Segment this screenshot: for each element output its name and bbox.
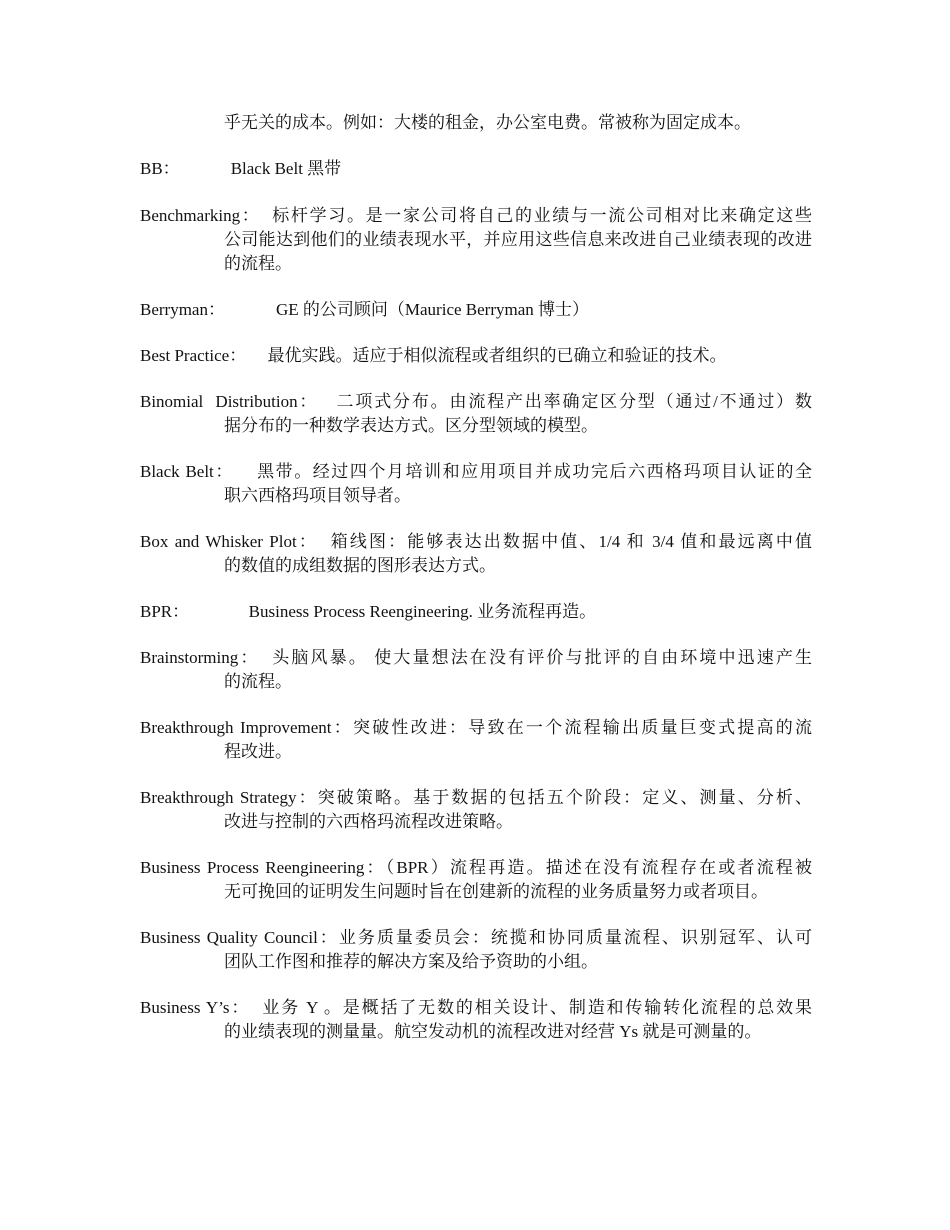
- entry-continuation: 职六西格玛项目领导者。: [224, 486, 411, 505]
- entry-continuation: 的数值的成组数据的图形表达方式。: [224, 556, 496, 575]
- glossary-entry-binomial-distribution: [140, 390, 812, 438]
- entry-definition: 标杆学习。是一家公司将自己的业绩与一流公司相对比来确定这些: [272, 206, 812, 225]
- entry-term: Brainstorming：: [140, 648, 260, 667]
- entry-continuation: 团队工作图和推荐的解决方案及给予资助的小组。: [224, 952, 598, 971]
- entry-definition: 头脑风暴。 使大量想法在没有评价与批评的自由环境中迅速产生: [272, 648, 813, 667]
- glossary-entry-bb: [140, 157, 812, 181]
- continuation-line: 乎无关的成本。例如：大楼的租金，办公室电费。常被称为固定成本。: [224, 113, 751, 132]
- entry-first-line: [140, 344, 812, 368]
- glossary-entry-benchmarking: [140, 204, 812, 276]
- entry-term: Black Belt：: [140, 462, 234, 481]
- entry-term: Breakthrough Improvement：: [140, 718, 353, 737]
- entry-term: Box and Whisker Plot：: [140, 532, 318, 551]
- glossary-entry-business-quality-council: [140, 926, 812, 974]
- entry-definition: Black Belt 黑带: [230, 159, 342, 178]
- entry-first-line: [140, 600, 812, 624]
- entry-term: Business Quality Council：: [140, 928, 339, 947]
- glossary-entry-breakthrough-strategy: [140, 786, 812, 834]
- entry-first-line: [140, 298, 812, 322]
- entry-term: BPR：: [140, 602, 190, 621]
- entry-definition: Business Process Reengineering. 业务流程再造。: [248, 602, 597, 621]
- entry-term: BB：: [140, 159, 180, 178]
- glossary-entry-breakthrough-improvement: [140, 716, 812, 764]
- entry-first-line: [140, 530, 812, 554]
- glossary-entry-box-and-whisker-plot: [140, 530, 812, 578]
- entry-gap: [259, 648, 272, 667]
- entry-continuation: 的流程。: [224, 672, 292, 691]
- entry-term: Business Process Reengineering：: [140, 858, 386, 877]
- entry-definition: 突破策略。基于数据的包括五个阶段：定义、测量、分析、: [317, 788, 813, 807]
- entry-definition: 箱线图：能够表达出数据中值、1/4 和 3/4 值和最远离中值: [330, 532, 813, 551]
- entry-definition: 业务 Y 。是概括了无数的相关设计、制造和传输转化流程的总效果: [262, 998, 812, 1017]
- entry-continuation: 无可挽回的证明发生问题时旨在创建新的流程的业务质量努力或者项目。: [224, 882, 768, 901]
- glossary-entry-business-process-reengineering: [140, 856, 812, 904]
- entry-continuation: 改进与控制的六西格玛流程改进策略。: [224, 812, 513, 831]
- entry-gap: [234, 462, 257, 481]
- entry-term: Breakthrough Strategy：: [140, 788, 318, 807]
- entry-gap: [225, 300, 276, 319]
- glossary-entry-black-belt: [140, 460, 812, 508]
- entry-gap: [260, 206, 272, 225]
- entry-first-line: [140, 716, 812, 740]
- entry-definition: GE 的公司顾问（Maurice Berryman 博士）: [275, 300, 590, 319]
- entry-term: Business Y’s：: [140, 998, 251, 1017]
- entry-gap: [246, 346, 267, 365]
- entry-continuation: 的业绩表现的测量量。航空发动机的流程改进对经营 Ys 就是可测量的。: [224, 1022, 762, 1041]
- entry-first-line: [140, 460, 812, 484]
- glossary-entry-best-practice: [140, 344, 812, 368]
- entry-first-line: [140, 996, 812, 1020]
- entry-first-line: [140, 786, 812, 810]
- entry-gap: [250, 998, 262, 1017]
- entry-continuation: 程改进。: [224, 742, 292, 761]
- entry-gap: [180, 159, 231, 178]
- entry-term: Berryman：: [140, 300, 225, 319]
- glossary-entry-brainstorming: [140, 646, 812, 694]
- entry-continuation: 公司能达到他们的业绩表现水平，并应用这些信息来改进自己业绩表现的改进的流程。: [224, 230, 812, 273]
- entry-definition: 黑带。经过四个月培训和应用项目并成功完后六西格玛项目认证的全: [257, 462, 813, 481]
- entry-definition: 最优实践。适应于相似流程或者组织的已确立和验证的技术。: [267, 346, 727, 365]
- entry-first-line: [140, 926, 812, 950]
- entry-definition: 突破性改进：导致在一个流程输出质量巨变式提高的流: [352, 718, 812, 737]
- entry-first-line: [140, 157, 812, 181]
- entry-term: Best Practice：: [140, 346, 247, 365]
- entry-first-line: [140, 856, 812, 880]
- entry-definition: 二项式分布。由流程产出率确定区分型（通过/不通过）数: [336, 392, 813, 411]
- glossary-entry-bpr: [140, 600, 812, 624]
- entry-term: Benchmarking：: [140, 206, 261, 225]
- entry-continuation: 据分布的一种数学表达方式。区分型领域的模型。: [224, 416, 598, 435]
- entry-definition: 业务质量委员会：统揽和协同质量流程、识别冠军、认可: [338, 928, 812, 947]
- glossary-entry-business-ys: [140, 996, 812, 1044]
- glossary-entry-berryman: [140, 298, 812, 322]
- entry-first-line: [140, 646, 812, 670]
- entry-term: Binomial Distribution：: [140, 392, 319, 411]
- entry-first-line: [140, 390, 812, 414]
- entry-definition: （BPR）流程再造。描述在没有流程存在或者流程被: [385, 858, 812, 877]
- entry-gap: [318, 532, 331, 551]
- entry-gap: [189, 602, 249, 621]
- entry-gap: [318, 392, 336, 411]
- entry-first-line: [140, 204, 812, 228]
